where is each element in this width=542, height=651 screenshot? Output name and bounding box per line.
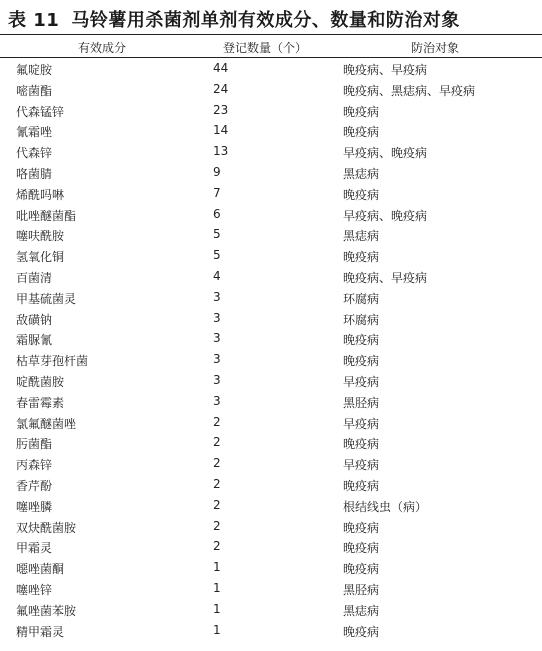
cell-target: 晚疫病 xyxy=(343,125,380,140)
table-row xyxy=(0,100,542,121)
table-row xyxy=(0,370,542,391)
cell-count: 24 xyxy=(213,81,229,96)
table-row xyxy=(0,162,542,183)
cell-count: 7 xyxy=(213,185,221,200)
cell-count: 1 xyxy=(213,622,221,637)
cell-ingredient: 嘧菌酯 xyxy=(16,83,53,98)
cell-target: 环腐病 xyxy=(343,312,380,327)
cell-target: 黑痣病 xyxy=(343,229,380,244)
cell-count: 3 xyxy=(213,393,221,408)
table-row xyxy=(0,412,542,433)
cell-target: 晚疫病 xyxy=(343,562,380,577)
cell-count: 2 xyxy=(213,497,221,512)
cell-count: 13 xyxy=(213,144,229,159)
cell-ingredient: 丙森锌 xyxy=(16,458,53,473)
table-row xyxy=(0,516,542,537)
cell-ingredient: 噻唑锌 xyxy=(16,582,53,597)
cell-target: 环腐病 xyxy=(343,291,380,306)
cell-ingredient: 代森锌 xyxy=(16,146,53,161)
cell-ingredient: 噻呋酰胺 xyxy=(16,229,65,244)
cell-count: 1 xyxy=(213,560,221,575)
table-row xyxy=(0,58,542,79)
cell-target: 晚疫病、早疫病 xyxy=(343,63,428,77)
cell-count: 6 xyxy=(213,206,221,221)
cell-ingredient: 氰霜唑 xyxy=(16,125,53,140)
cell-target: 晚疫病 xyxy=(343,187,380,202)
cell-target: 早疫病 xyxy=(343,458,380,473)
cell-count: 3 xyxy=(213,289,221,304)
table-row xyxy=(0,328,542,349)
cell-count: 2 xyxy=(213,414,221,429)
cell-ingredient: 氟唑菌苯胺 xyxy=(16,603,77,618)
cell-ingredient: 双炔酰菌胺 xyxy=(16,520,77,535)
cell-target: 晚疫病 xyxy=(343,478,380,493)
cell-count: 2 xyxy=(213,476,221,491)
table-row xyxy=(0,183,542,204)
cell-ingredient: 肟菌酯 xyxy=(16,437,53,452)
cell-count: 5 xyxy=(213,248,221,263)
cell-target: 晚疫病 xyxy=(343,624,380,639)
cell-ingredient: 烯酰吗啉 xyxy=(16,187,65,202)
cell-count: 2 xyxy=(213,456,221,471)
cell-count: 9 xyxy=(213,164,221,179)
cell-ingredient: 香芹酚 xyxy=(16,478,53,493)
table-row xyxy=(0,120,542,141)
cell-ingredient: 精甲霜灵 xyxy=(16,624,65,639)
cell-target: 早疫病、晚疫病 xyxy=(343,146,428,161)
cell-target: 早疫病 xyxy=(343,416,380,431)
cell-count: 1 xyxy=(213,580,221,595)
header-ingredient: 有效成分 xyxy=(77,41,126,55)
cell-ingredient: 噁唑菌酮 xyxy=(16,562,65,577)
table-row xyxy=(0,391,542,412)
table-row xyxy=(0,287,542,308)
cell-target: 晚疫病 xyxy=(343,520,380,535)
table-row xyxy=(0,557,542,578)
cell-target: 黑胫病 xyxy=(343,582,380,597)
cell-target: 晚疫病 xyxy=(343,437,380,452)
cell-ingredient: 敌磺钠 xyxy=(16,312,53,327)
table-row xyxy=(0,599,542,620)
cell-target: 早疫病 xyxy=(343,374,380,389)
cell-count: 14 xyxy=(213,123,229,138)
cell-count: 2 xyxy=(213,518,221,533)
cell-ingredient: 枯草芽孢杆菌 xyxy=(16,354,89,369)
cell-ingredient: 百菌清 xyxy=(16,270,53,285)
cell-target: 黑胫病 xyxy=(343,395,380,410)
cell-ingredient: 霜脲氰 xyxy=(16,333,53,348)
cell-count: 3 xyxy=(213,352,221,367)
cell-target: 黑痣病 xyxy=(343,603,380,618)
table-caption: 马铃薯用杀菌剂单剂有效成分、数量和防治对象 xyxy=(71,10,460,31)
table-header xyxy=(0,36,542,57)
table-number: 表 11 xyxy=(8,10,60,31)
cell-count: 1 xyxy=(213,601,221,616)
table-row xyxy=(0,141,542,162)
cell-count: 3 xyxy=(213,372,221,387)
cell-count: 5 xyxy=(213,227,221,242)
cell-ingredient: 氯氟醚菌唑 xyxy=(16,416,77,431)
table-row xyxy=(0,453,542,474)
table-row xyxy=(0,224,542,245)
table-row xyxy=(0,204,542,225)
table-row xyxy=(0,495,542,516)
cell-ingredient: 吡唑醚菌酯 xyxy=(16,208,77,223)
cell-ingredient: 咯菌腈 xyxy=(16,166,53,181)
table-row xyxy=(0,349,542,370)
cell-count: 2 xyxy=(213,435,221,450)
table-row xyxy=(0,536,542,557)
cell-count: 4 xyxy=(213,268,221,283)
table-row xyxy=(0,308,542,329)
table-row xyxy=(0,266,542,287)
cell-count: 3 xyxy=(213,331,221,346)
table-row xyxy=(0,620,542,641)
cell-target: 晚疫病 xyxy=(343,541,380,556)
cell-target: 晚疫病 xyxy=(343,104,380,119)
cell-ingredient: 氟啶胺 xyxy=(16,63,53,77)
cell-ingredient: 噻唑膦 xyxy=(16,499,53,514)
cell-ingredient: 甲基硫菌灵 xyxy=(16,291,77,306)
cell-target: 根结线虫（病） xyxy=(343,499,428,514)
cell-ingredient: 啶酰菌胺 xyxy=(16,374,65,389)
table-row xyxy=(0,245,542,266)
cell-ingredient: 春雷霉素 xyxy=(16,395,65,410)
cell-count: 23 xyxy=(213,102,229,117)
cell-target: 晚疫病 xyxy=(343,354,380,369)
table-row xyxy=(0,432,542,453)
table-body xyxy=(0,58,542,640)
cell-target: 晚疫病、黑痣病、早疫病 xyxy=(343,83,476,98)
table-row xyxy=(0,79,542,100)
header-count: 登记数量（个） xyxy=(222,41,307,55)
table-top-rule xyxy=(0,34,542,35)
cell-count: 44 xyxy=(213,61,229,75)
cell-target: 晚疫病 xyxy=(343,333,380,348)
cell-target: 晚疫病 xyxy=(343,250,380,265)
cell-count: 2 xyxy=(213,539,221,554)
cell-ingredient: 甲霜灵 xyxy=(16,541,53,556)
cell-target: 早疫病、晚疫病 xyxy=(343,208,428,223)
table-row xyxy=(0,578,542,599)
cell-count: 3 xyxy=(213,310,221,325)
table-row xyxy=(0,474,542,495)
header-target: 防治对象 xyxy=(410,41,459,55)
cell-ingredient: 氢氧化铜 xyxy=(16,250,65,265)
cell-target: 黑痣病 xyxy=(343,166,380,181)
cell-target: 晚疫病、早疫病 xyxy=(343,270,428,285)
table-title xyxy=(8,6,460,32)
cell-ingredient: 代森锰锌 xyxy=(16,104,65,119)
